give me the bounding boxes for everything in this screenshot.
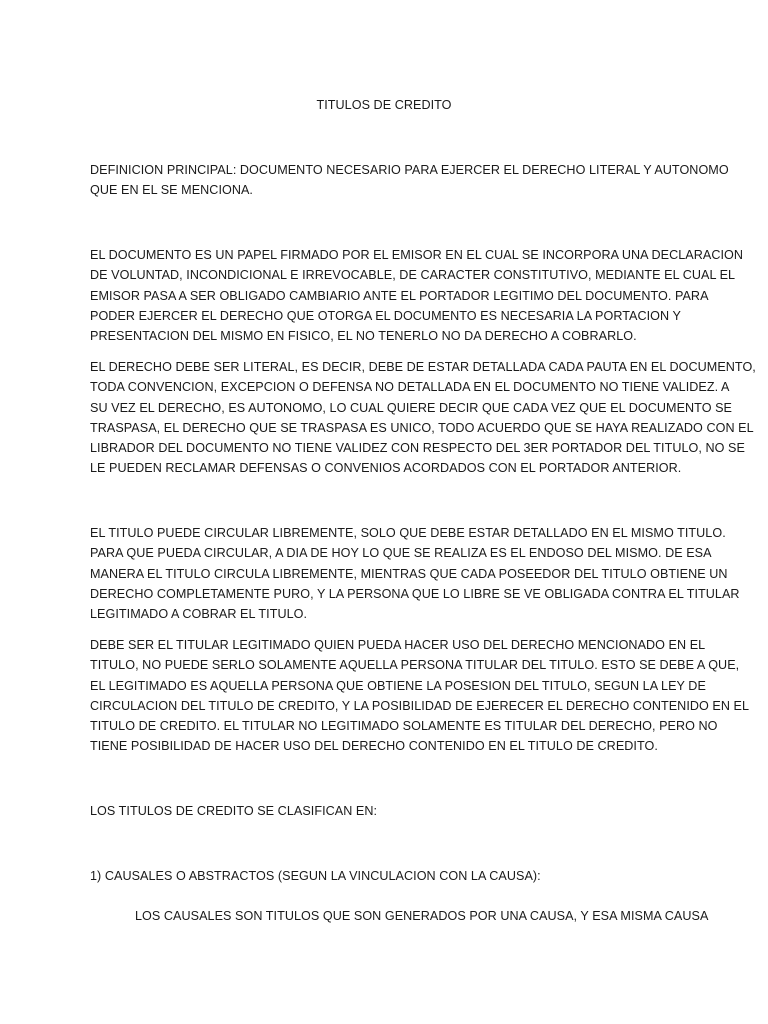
text-line: DEBE SER EL TITULAR LEGITIMADO QUIEN PUEDA HACER USO DEL DERECHO MENCIONADO EN EL [90,638,706,652]
text-line: PODER EJERCER EL DERECHO QUE OTORGA EL DOCUMENTO ES NECESARIA LA PORTACION Y [90,308,681,323]
paragraph-legitimado [90,635,750,757]
page-title: TITULOS DE CREDITO [316,98,452,112]
text-line: DERECHO COMPLETAMENTE PURO, Y LA PERSONA QUE LO LIBRE SE VE OBLIGADA CONTRA EL TITULAR [90,586,740,601]
text-line: DEFINICION PRINCIPAL: DOCUMENTO NECESARIO PARA EJERCER EL DERECHO LITERAL Y AUTONOMO [90,163,729,177]
paragraph-circulacion [90,523,740,624]
text-line: TITULO, NO PUEDE SERLO SOLAMENTE AQUELLA PERSONA TITULAR DEL TITULO. ESTO SE DEBE A QUE, [90,658,740,673]
item1-heading [90,866,690,886]
text-line: DE VOLUNTAD, INCONDICIONAL E IRREVOCABLE, DE CARACTER CONSTITUTIVO, MEDIANTE EL CUAL EL [90,268,736,283]
paragraph-literal-autonomo [90,357,756,479]
text-line: LIBRADOR DEL DOCUMENTO NO TIENE VALIDEZ CON RESPECTO DEL 3ER PORTADOR DEL TITULO, NO SE [90,441,745,456]
paragraph-document [90,245,744,346]
text-line: SU VEZ EL DERECHO, ES AUTONOMO, LO CUAL QUIERE DECIR QUE CADA VEZ QUE EL DOCUMENTO SE [90,400,732,415]
text-line: EL TITULO PUEDE CIRCULAR LIBREMENTE, SOLO QUE DEBE ESTAR DETALLADO EN EL MISMO TITULO. [90,526,726,540]
text-line: QUE EN EL SE MENCIONA. [90,183,253,198]
definition-paragraph [90,160,729,201]
text-line: MANERA EL TITULO CIRCULA LIBREMENTE, MIENTRAS QUE CADA POSEEDOR DEL TITULO OBTIENE UN [90,566,728,581]
text-line: TITULO DE CREDITO. EL TITULAR NO LEGITIMADO SOLAMENTE ES TITULAR DEL DERECHO, PERO NO [90,719,718,734]
text-line: TODA CONVENCION, EXCEPCION O DEFENSA NO DETALLADA EN EL DOCUMENTO NO TIENE VALIDEZ. A [90,380,730,395]
text-line: 1) CAUSALES O ABSTRACTOS (SEGUN LA VINCULACION CON LA CAUSA): [90,869,541,883]
text-line: LE PUEDEN RECLAMAR DEFENSAS O CONVENIOS ACORDADOS CON EL PORTADOR ANTERIOR. [90,461,682,476]
text-line: EL DERECHO DEBE SER LITERAL, ES DECIR, DEBE DE ESTAR DETALLADA CADA PAUTA EN EL DOCUMENTO, [90,360,756,374]
text-line: TRASPASA, EL DERECHO QUE SE TRASPASA ES UNICO, TODO ACUERDO QUE SE HAYA REALIZADO CON EL [90,420,754,435]
text-line: PARA QUE PUEDA CIRCULAR, A DIA DE HOY LO QUE SE REALIZA ES EL ENDOSO DEL MISMO. DE ESA [90,546,712,561]
text-line: CIRCULACION DEL TITULO DE CREDITO, Y LA POSIBILIDAD DE EJERECER EL DERECHO CONTENIDO EN EL [90,698,750,713]
item1-text: LOS CAUSALES SON TITULOS QUE SON GENERADOS POR UNA CAUSA, Y ESA MISMA CAUSA [135,909,709,923]
text-line: LEGITIMADO A COBRAR EL TITULO. [90,607,308,622]
text-line: EMISOR PASA A SER OBLIGADO CAMBIARIO ANTE EL PORTADOR LEGITIMO DEL DOCUMENTO. PARA [90,288,709,303]
classification-heading [90,801,690,821]
text-line: EL LEGITIMADO ES AQUELLA PERSONA QUE OBTIENE LA POSESION DEL TITULO, SEGUN LA LEY DE [90,678,706,693]
text-line: PRESENTACION DEL MISMO EN FISICO, EL NO TENERLO NO DA DERECHO A COBRARLO. [90,329,637,344]
text-line: TIENE POSIBILIDAD DE HACER USO DEL DERECHO CONTENIDO EN EL TITULO DE CREDITO. [90,739,658,754]
text-line: LOS TITULOS DE CREDITO SE CLASIFICAN EN: [90,804,378,818]
text-line: EL DOCUMENTO ES UN PAPEL FIRMADO POR EL EMISOR EN EL CUAL SE INCORPORA UNA DECLARACION [90,248,744,262]
